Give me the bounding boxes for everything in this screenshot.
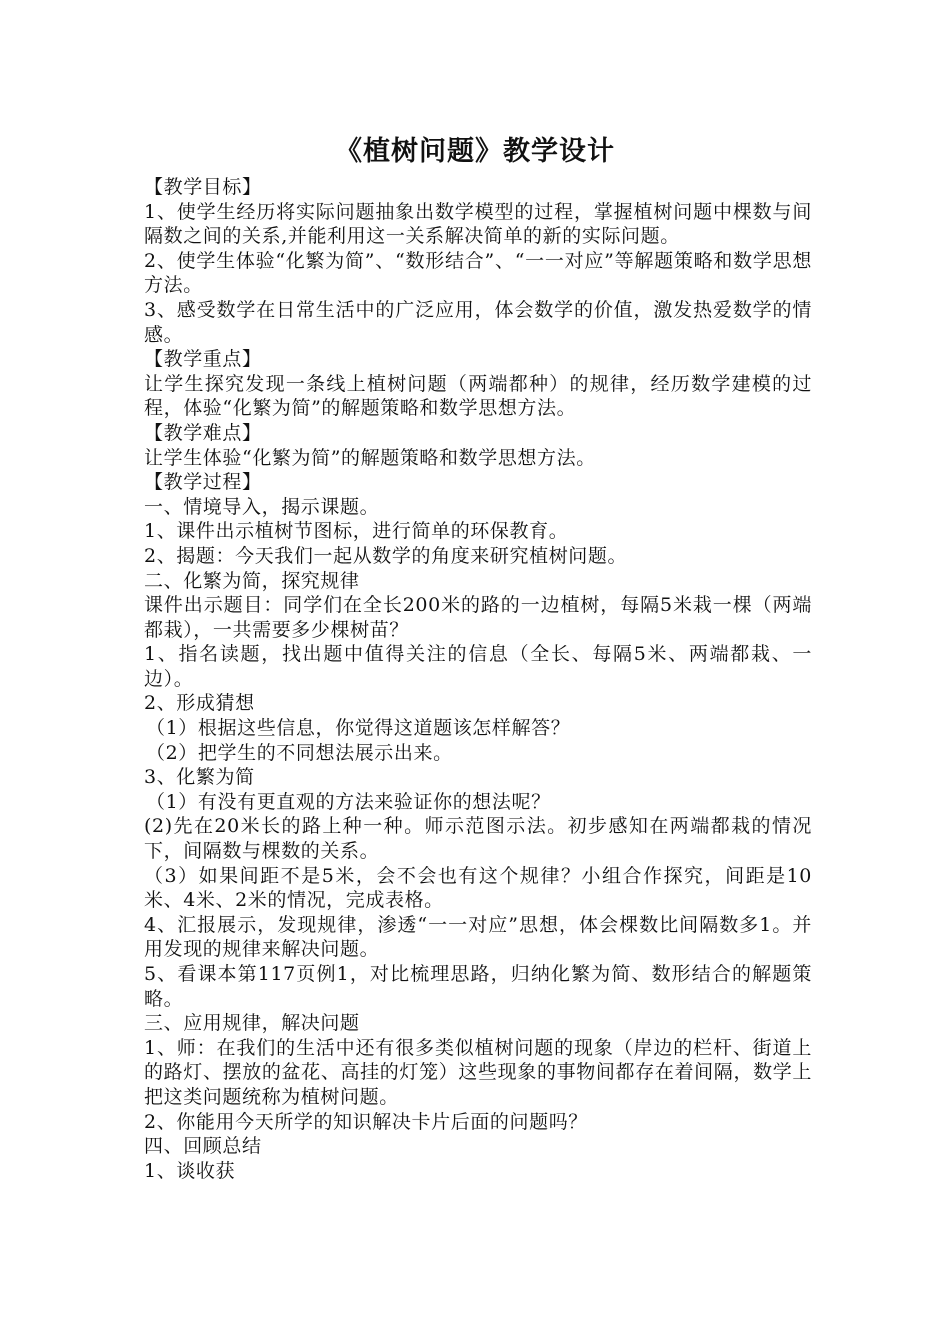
process-step: 课件出示题目：同学们在全长200米的路的一边植树，每隔5米栽一棵（两端都栽），一共需要多少棵树苗？ [144, 594, 812, 641]
key-points-heading: 【教学重点】 [144, 348, 262, 371]
goal-item: 1、使学生经历将实际问题抽象出数学模型的过程，掌握植树问题中棵数与间隔数之间的关系,并能利用这一关系解决简单的新的实际问题。 [144, 200, 812, 248]
difficult-points-text: 让学生体验“化繁为简”的解题策略和数学思想方法。 [144, 446, 596, 469]
process-step: （2）把学生的不同想法展示出来。 [146, 741, 453, 764]
process-step: 1、师：在我们的生活中还有很多类似植树问题的现象（岸边的栏杆、街道上的路灯、摆放的盆花、高挂的灯笼）这些现象的事物间都存在着间隔，数学上把这类问题统称为植树问题。 [144, 1036, 812, 1108]
process-step: （3）如果间距不是5米，会不会也有这个规律？小组合作探究，间距是10米、4米、2米的情况，完成表格。 [144, 864, 812, 912]
process-step: （1）根据这些信息，你觉得这道题该怎样解答？ [146, 717, 571, 740]
process-step: 2、形成猜想 [144, 692, 255, 715]
process-step: 4、汇报展示，发现规律，渗透“一一对应”思想，体会棵数比间隔数多1。并用发现的规律来解决问题。 [144, 913, 812, 961]
process-step: 2、你能用今天所学的知识解决卡片后面的问题吗？ [144, 1110, 588, 1133]
process-step: 3、化繁为简 [144, 766, 255, 789]
process-step: 二、化繁为简，探究规律 [144, 569, 360, 592]
process-step: 一、情境导入，揭示课题。 [144, 495, 380, 518]
process-step: 2、揭题：今天我们一起从数学的角度来研究植树问题。 [144, 544, 628, 567]
process-step: 1、指名读题，找出题中值得关注的信息（全长、每隔5米、两端都栽、一边）。 [144, 643, 812, 690]
goals-heading: 【教学目标】 [144, 176, 262, 198]
process-step: 1、课件出示植树节图标，进行简单的环保教育。 [144, 520, 569, 543]
document-title: 《植树问题》教学设计 [335, 136, 615, 167]
difficult-points-heading: 【教学难点】 [144, 421, 262, 444]
process-step: （1）有没有更直观的方法来验证你的想法呢？ [146, 790, 551, 813]
process-step: 三、应用规律，解决问题 [144, 1012, 360, 1035]
process-step: 5、看课本第117页例1，对比梳理思路，归纳化繁为简、数形结合的解题策略。 [144, 963, 812, 1010]
process-step: 1、谈收获 [144, 1159, 236, 1182]
document-body [144, 175, 812, 1183]
process-step: 四、回顾总结 [144, 1135, 262, 1158]
key-points-text: 让学生探究发现一条线上植树问题（两端都种）的规律，经历数学建模的过程，体验“化繁为简”的解题策略和数学思想方法。 [144, 372, 812, 420]
goal-item: 3、感受数学在日常生活中的广泛应用，体会数学的价值，激发热爱数学的情感。 [144, 298, 812, 346]
goal-item: 2、使学生体验“化繁为简”、“数形结合”、“一一对应”等解题策略和数学思想方法。 [144, 249, 812, 297]
process-heading: 【教学过程】 [144, 471, 262, 494]
process-step: (2)先在20米长的路上种一种。师示范图示法。初步感知在两端都栽的情况下，间隔数与棵数的关系。 [144, 815, 812, 863]
